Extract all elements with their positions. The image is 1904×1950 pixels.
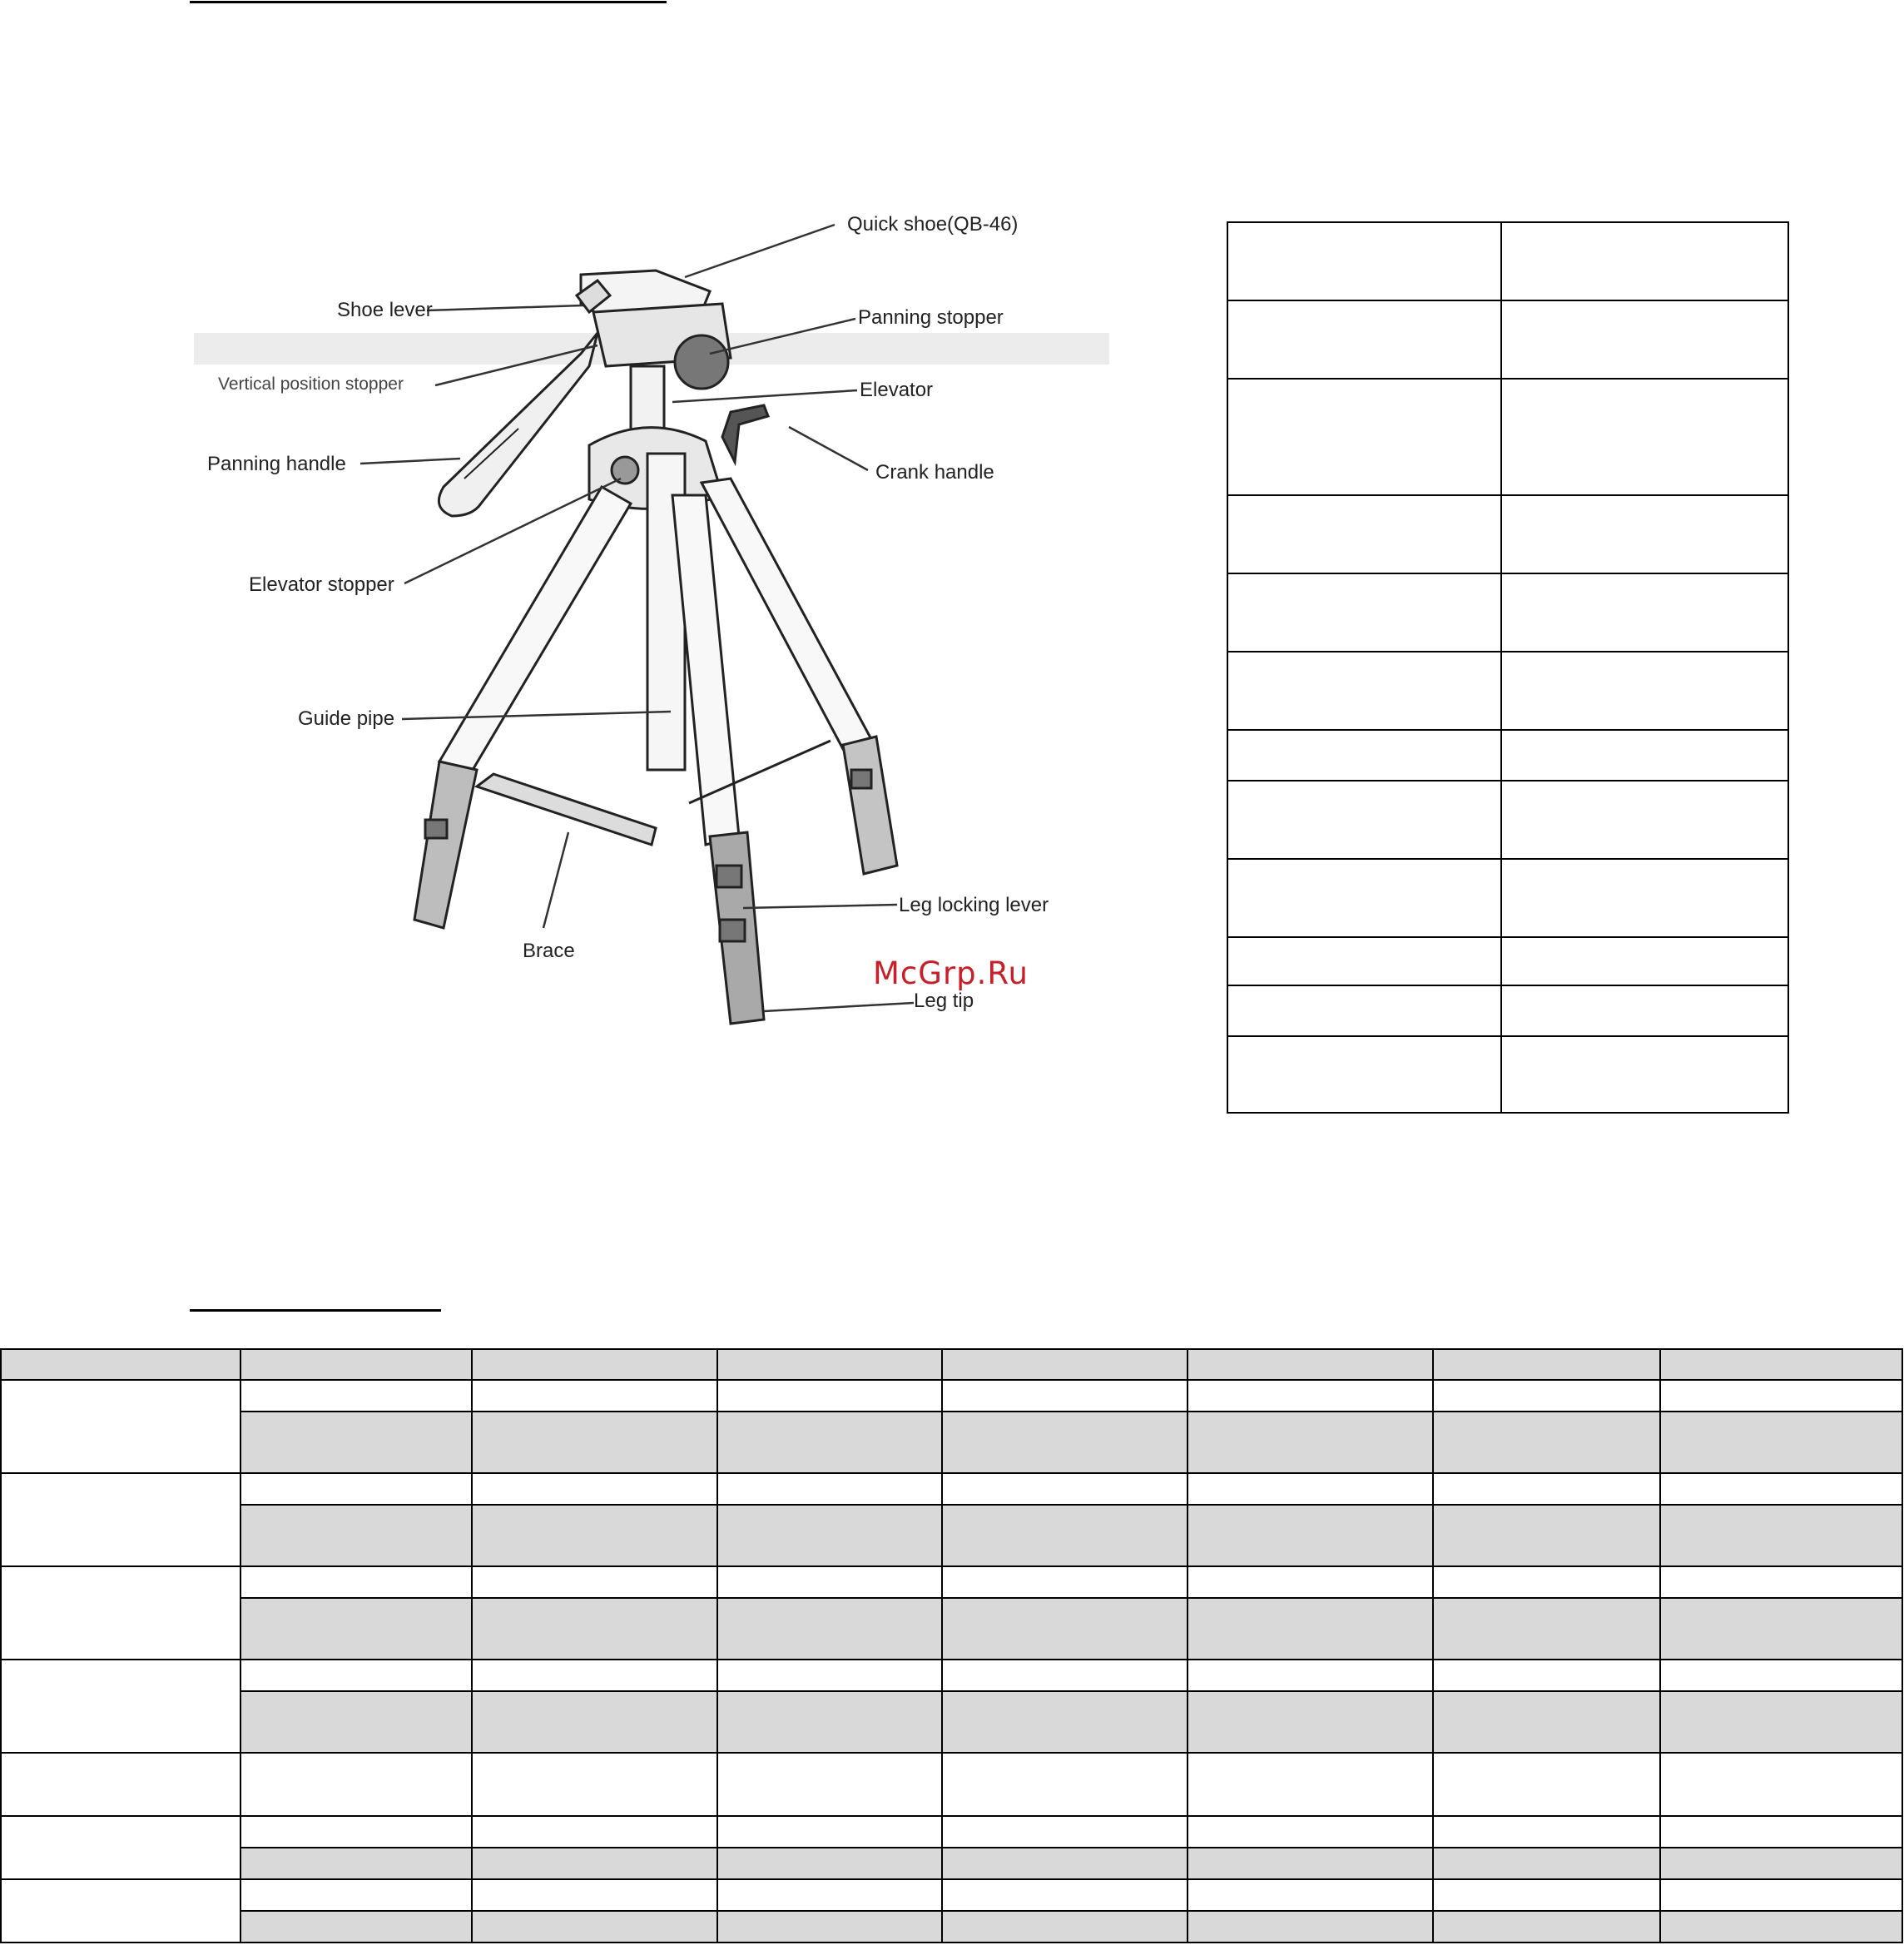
spec-cell <box>1 1879 240 1943</box>
spec-cell <box>717 1380 942 1412</box>
spec-cell <box>1660 1412 1902 1473</box>
panning-stopper-knob <box>675 335 728 389</box>
parts-cell <box>1501 495 1788 573</box>
spec-cell <box>1188 1505 1434 1566</box>
spec-cell <box>240 1598 473 1660</box>
spec-cell <box>942 1753 1188 1816</box>
parts-cell <box>1501 379 1788 495</box>
spec-cell <box>472 1691 717 1753</box>
parts-cell <box>1227 379 1501 495</box>
spec-cell <box>472 1816 717 1848</box>
label-elevator: Elevator <box>860 379 934 401</box>
spec-cell <box>1433 1848 1660 1879</box>
spec-cell <box>717 1848 942 1879</box>
spec-cell <box>717 1505 942 1566</box>
parts-cell <box>1501 1036 1788 1113</box>
spec-cell <box>717 1349 942 1380</box>
leg-locking-lever-2 <box>720 920 745 941</box>
spec-cell <box>1433 1911 1660 1943</box>
spec-cell <box>472 1848 717 1879</box>
brace-shape <box>477 774 656 845</box>
spec-cell <box>942 1660 1188 1691</box>
spec-cell <box>1188 1349 1434 1380</box>
label-panning-stopper: Panning stopper <box>858 306 1004 329</box>
section-heading-underline-top <box>190 1 667 3</box>
leader-leg-tip <box>764 1003 914 1011</box>
spec-cell <box>1660 1349 1902 1380</box>
parts-cell <box>1501 300 1788 379</box>
parts-cell <box>1227 652 1501 730</box>
spec-cell <box>942 1816 1188 1848</box>
spec-cell <box>1 1566 240 1660</box>
spec-cell <box>1188 1412 1434 1473</box>
tripod-diagram <box>190 187 1122 1036</box>
spec-cell <box>942 1566 1188 1598</box>
spec-cell <box>717 1412 942 1473</box>
spec-cell <box>1188 1691 1434 1753</box>
label-panning-handle: Panning handle <box>207 453 346 475</box>
spec-cell <box>1433 1879 1660 1911</box>
specifications-table <box>0 1348 1903 1943</box>
parts-cell <box>1227 781 1501 859</box>
parts-cell <box>1227 300 1501 379</box>
parts-cell <box>1227 859 1501 937</box>
label-shoe-lever: Shoe lever <box>337 299 433 321</box>
spec-cell <box>472 1598 717 1660</box>
spec-cell <box>1433 1816 1660 1848</box>
parts-cell <box>1501 222 1788 300</box>
spec-cell <box>717 1816 942 1848</box>
spec-cell <box>240 1566 473 1598</box>
parts-cell <box>1227 495 1501 573</box>
right-leg-lower <box>843 737 897 874</box>
parts-cell <box>1501 573 1788 652</box>
spec-cell <box>1660 1848 1902 1879</box>
parts-cell <box>1501 730 1788 781</box>
spec-cell <box>1660 1879 1902 1911</box>
spec-cell <box>717 1566 942 1598</box>
spec-cell <box>1433 1380 1660 1412</box>
spec-cell <box>942 1911 1188 1943</box>
label-leg-locking-lever: Leg locking lever <box>899 894 1049 916</box>
parts-cell <box>1227 1036 1501 1113</box>
spec-cell <box>472 1349 717 1380</box>
label-crank-handle: Crank handle <box>875 461 994 484</box>
spec-cell <box>240 1753 473 1816</box>
spec-cell <box>717 1660 942 1691</box>
spec-cell <box>717 1473 942 1505</box>
parts-table <box>1227 221 1789 1114</box>
spec-cell <box>240 1848 473 1879</box>
spec-cell <box>472 1753 717 1816</box>
spec-cell <box>472 1660 717 1691</box>
spec-cell <box>472 1473 717 1505</box>
spec-cell <box>240 1660 473 1691</box>
spec-cell <box>472 1911 717 1943</box>
spec-cell <box>1433 1753 1660 1816</box>
spec-cell <box>942 1473 1188 1505</box>
spec-cell <box>472 1380 717 1412</box>
parts-cell <box>1227 222 1501 300</box>
spec-cell <box>1188 1879 1434 1911</box>
spec-cell <box>1433 1349 1660 1380</box>
spec-cell <box>240 1816 473 1848</box>
spec-cell <box>942 1412 1188 1473</box>
parts-cell <box>1227 730 1501 781</box>
leader-brace <box>543 832 568 928</box>
spec-cell <box>472 1879 717 1911</box>
spec-cell <box>240 1879 473 1911</box>
spec-cell <box>1433 1691 1660 1753</box>
spec-cell <box>1188 1848 1434 1879</box>
spec-cell <box>942 1691 1188 1753</box>
label-brace: Brace <box>523 940 575 962</box>
spec-cell <box>1660 1753 1902 1816</box>
parts-cell <box>1501 937 1788 985</box>
spec-cell <box>240 1412 473 1473</box>
spec-cell <box>717 1753 942 1816</box>
leader-panning-handle <box>360 459 460 464</box>
spec-cell <box>1188 1566 1434 1598</box>
spec-cell <box>1188 1911 1434 1943</box>
spec-cell <box>1660 1691 1902 1753</box>
spec-cell <box>942 1380 1188 1412</box>
spec-cell <box>1188 1473 1434 1505</box>
leader-shoe-lever <box>427 305 583 310</box>
spec-cell <box>240 1349 473 1380</box>
spec-cell <box>240 1505 473 1566</box>
spec-cell <box>1188 1598 1434 1660</box>
spec-cell <box>1188 1816 1434 1848</box>
spec-cell <box>942 1848 1188 1879</box>
label-vertical-position-stopper: Vertical position stopper <box>218 375 404 394</box>
left-leg-upper <box>439 487 631 770</box>
spec-cell <box>472 1505 717 1566</box>
parts-cell <box>1501 652 1788 730</box>
spec-cell <box>1433 1505 1660 1566</box>
label-leg-tip: Leg tip <box>914 990 974 1012</box>
crank-handle-shape <box>722 405 768 462</box>
spec-cell <box>942 1349 1188 1380</box>
parts-cell <box>1227 937 1501 985</box>
spec-cell <box>942 1879 1188 1911</box>
spec-cell <box>1660 1380 1902 1412</box>
spec-cell <box>942 1598 1188 1660</box>
label-quick-shoe: Quick shoe(QB-46) <box>847 213 1019 236</box>
leader-quick-shoe <box>685 225 835 277</box>
spec-cell <box>1433 1473 1660 1505</box>
spec-cell <box>240 1380 473 1412</box>
leader-guide-pipe <box>402 712 671 719</box>
leader-crank-handle <box>789 427 868 470</box>
spec-cell <box>717 1911 942 1943</box>
spec-cell <box>1433 1660 1660 1691</box>
spec-cell <box>717 1598 942 1660</box>
elevator-stopper-knob <box>612 457 638 484</box>
spec-cell <box>1660 1505 1902 1566</box>
left-leg-lower <box>414 762 477 928</box>
spec-cell <box>472 1566 717 1598</box>
leg-locking-lever-1 <box>716 866 741 887</box>
spec-cell <box>1433 1412 1660 1473</box>
spec-cell <box>1433 1566 1660 1598</box>
spec-cell <box>1 1349 240 1380</box>
spec-cell <box>1188 1380 1434 1412</box>
spec-cell <box>717 1879 942 1911</box>
spec-cell <box>1660 1598 1902 1660</box>
spec-cell <box>1 1660 240 1753</box>
watermark: McGrp.Ru <box>873 955 1029 991</box>
parts-cell <box>1227 985 1501 1036</box>
spec-cell <box>1188 1660 1434 1691</box>
spec-cell <box>1433 1598 1660 1660</box>
spec-cell <box>1188 1753 1434 1816</box>
parts-cell <box>1501 781 1788 859</box>
spec-cell <box>1660 1660 1902 1691</box>
label-guide-pipe: Guide pipe <box>298 707 395 730</box>
section-heading-underline-specs <box>190 1309 441 1312</box>
parts-cell <box>1501 859 1788 937</box>
leader-leg-locking-lever <box>743 905 897 908</box>
spec-cell <box>240 1473 473 1505</box>
spec-cell <box>942 1505 1188 1566</box>
spec-cell <box>472 1412 717 1473</box>
spec-cell <box>1660 1473 1902 1505</box>
parts-cell <box>1501 985 1788 1036</box>
spec-cell <box>1660 1816 1902 1848</box>
parts-cell <box>1227 573 1501 652</box>
spec-cell <box>1660 1911 1902 1943</box>
spec-cell <box>240 1691 473 1753</box>
spec-cell <box>1 1816 240 1879</box>
spec-cell <box>1660 1566 1902 1598</box>
spec-cell <box>717 1691 942 1753</box>
leader-elevator <box>672 390 857 402</box>
spec-cell <box>1 1380 240 1473</box>
spec-cell <box>1 1753 240 1816</box>
spec-cell <box>1 1473 240 1566</box>
spec-cell <box>240 1911 473 1943</box>
label-elevator-stopper: Elevator stopper <box>249 573 394 596</box>
